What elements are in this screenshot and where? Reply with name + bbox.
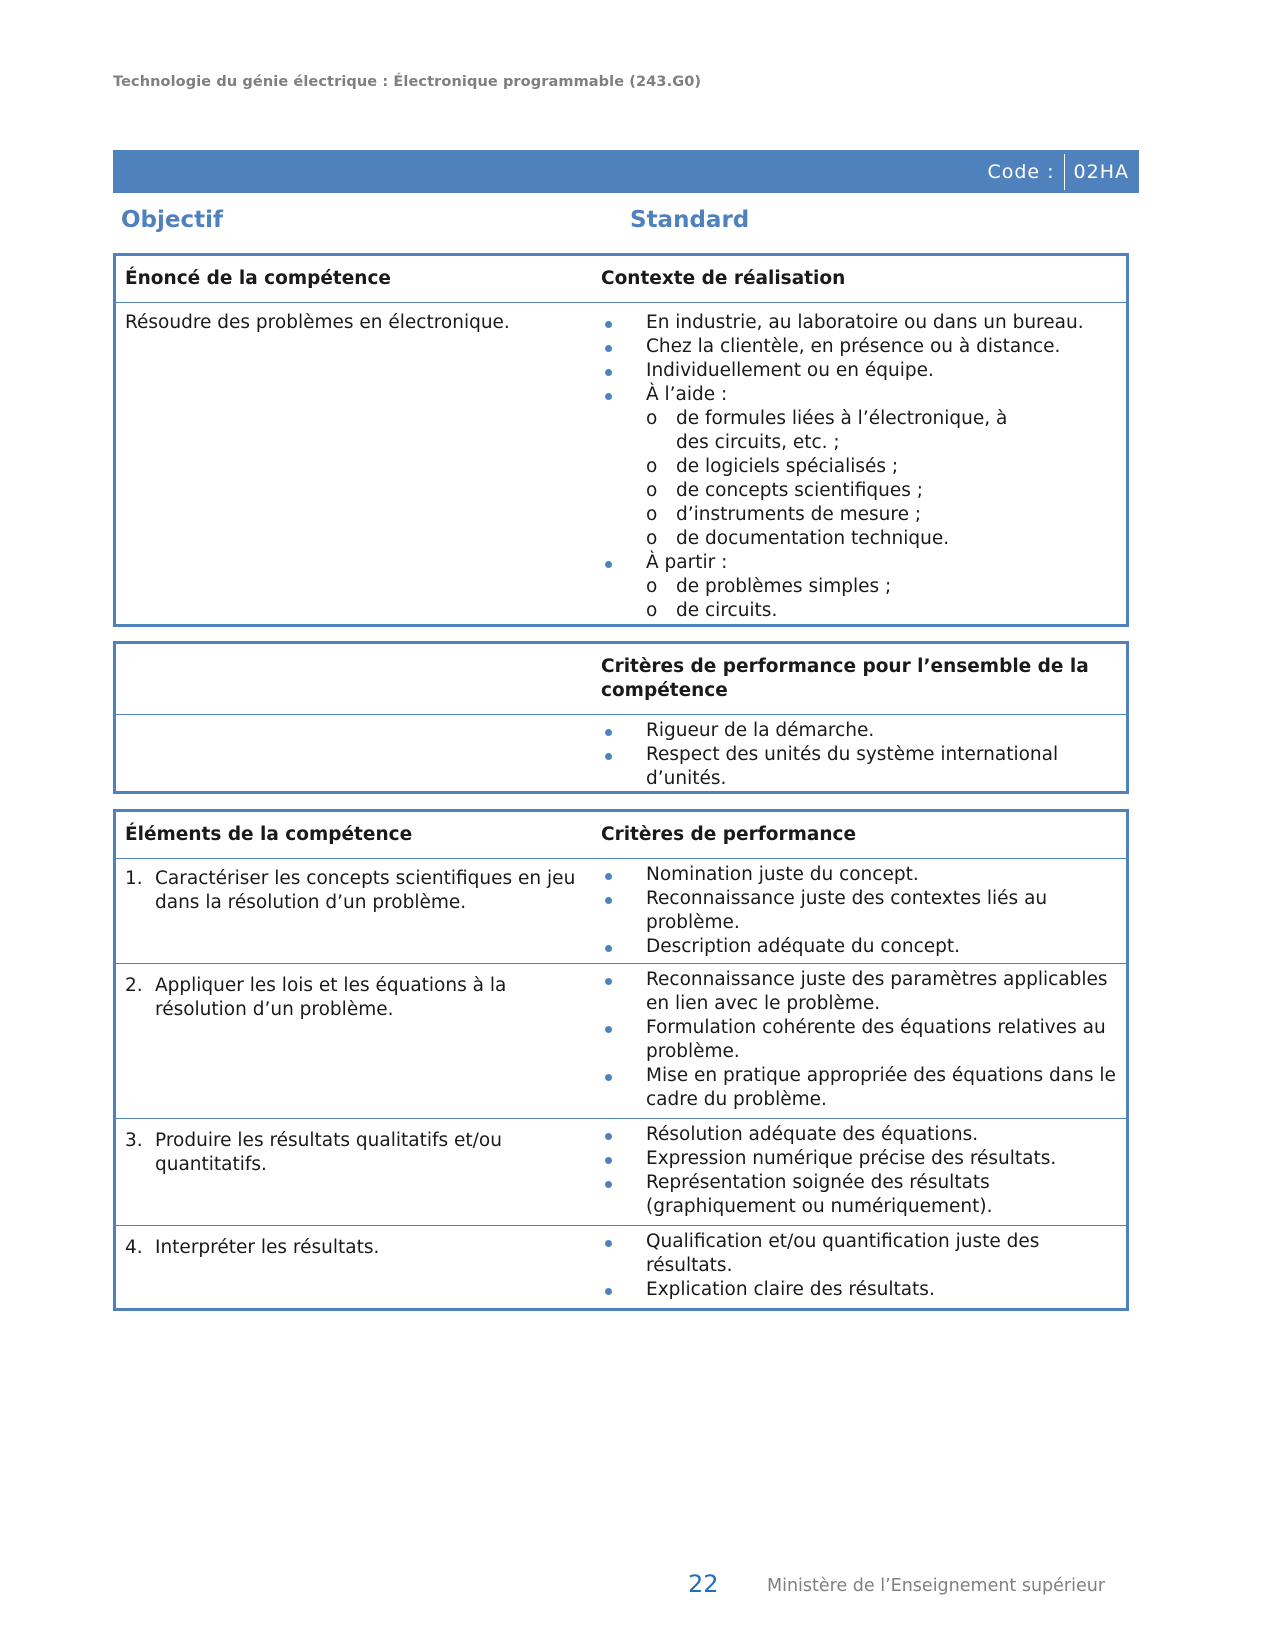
heading-standard: Standard [630,207,750,233]
bullet-icon [605,393,612,400]
bullet-icon [605,561,612,568]
bullet-icon [605,1181,612,1188]
contexte-item: Individuellement ou en équipe. [601,359,1118,383]
critere-item: Rigueur de la démarche. [601,719,1118,743]
contexte-sublist-aide [646,407,1026,551]
table-elements-criteres [113,809,1129,1311]
critere-item: Description adéquate du concept. [601,935,1118,959]
contexte-item: En industrie, au laboratoire ou dans un bureau. [601,311,1118,335]
element-cell [116,968,601,1118]
critere-item: Mise en pratique appropriée des équations dans le cadre du problème. [601,1064,1118,1112]
critere-item: Formulation cohérente des équations relatives au problème. [601,1016,1118,1064]
criteres-ensemble-cell [601,719,1126,791]
sub-item: o de logiciels spécialisés ; [646,456,899,477]
enonce-text: Résoudre des problèmes en électronique. [125,312,510,333]
element-cell [116,1230,601,1302]
contexte-list [601,311,1118,407]
table2-header-row [116,644,1126,714]
sub-item: o de formules liées à l’électronique, à des circuits, etc. ; [646,408,1008,453]
table1-header-row [116,256,1126,302]
code-banner [113,150,1139,193]
critere-item: Nomination juste du concept. [601,863,1118,887]
element-item: 4. Interpréter les résultats. [125,1237,380,1258]
table3-header-row [116,812,1126,858]
elements-header: Éléments de la compétence [125,824,413,845]
circle-bullet-icon: o [646,576,658,597]
table-criteres-ensemble [113,641,1129,794]
criteres-cell [601,1230,1126,1302]
table2-empty-cell [116,719,601,791]
bullet-icon [605,1240,612,1247]
criteres-list [601,1230,1118,1302]
critere-item: Résolution adéquate des équations. [601,1123,1118,1147]
criteres-cell [601,863,1126,963]
bullet-icon [605,945,612,952]
contexte-item: À partir : [601,551,1118,575]
element-row-2 [116,963,1126,1118]
criteres-ensemble-list [601,719,1118,791]
critere-item: Respect des unités du système international d’unités. [601,743,1118,791]
contexte-list-cell [601,311,1126,623]
circle-bullet-icon: o [646,408,658,429]
contexte-item: Chez la clientèle, en présence ou à distance. [601,335,1118,359]
code-box [987,156,1139,188]
sub-item: o de concepts scientifiques ; [646,480,923,501]
contexte-sublist-partir [646,575,1118,623]
page-number: 22 [688,1570,719,1598]
bullet-icon [605,369,612,376]
circle-bullet-icon: o [646,504,658,525]
critere-item: Explication claire des résultats. [601,1278,1118,1302]
sub-item: o d’instruments de mesure ; [646,504,922,525]
bullet-icon [605,729,612,736]
contexte-list-2 [601,551,1118,575]
table2-body-row [116,714,1126,791]
element-item: 2. Appliquer les lois et les équations à la résolution d’un problème. [125,975,507,1020]
critere-item: Expression numérique précise des résultats. [601,1147,1118,1171]
bullet-icon [605,753,612,760]
element-cell [116,863,601,963]
criteres-header: Critères de performance [601,824,857,845]
code-value: 02HA [1073,161,1129,183]
criteres-cell [601,1123,1126,1225]
bullet-icon [605,345,612,352]
bullet-icon [605,1074,612,1081]
element-item: 3. Produire les résultats qualitatifs et/ou quantitatifs. [125,1130,502,1175]
bullet-icon [605,897,612,904]
bullet-icon [605,978,612,985]
element-cell [116,1123,601,1225]
critere-item: Représentation soignée des résultats (graphiquement ou numériquement). [601,1171,1118,1219]
bullet-icon [605,321,612,328]
critere-item: Reconnaissance juste des contextes liés au problème. [601,887,1118,935]
criteres-list [601,968,1118,1112]
sub-item: o de circuits. [646,600,778,621]
table-enonce-contexte [113,253,1129,627]
circle-bullet-icon: o [646,480,658,501]
circle-bullet-icon: o [646,528,658,549]
code-label: Code : [987,161,1055,183]
contexte-item: À l’aide : [601,383,1118,407]
criteres-cell [601,968,1126,1118]
critere-item: Reconnaissance juste des paramètres applicables en lien avec le problème. [601,968,1118,1016]
criteres-list [601,863,1118,959]
enonce-header: Énoncé de la compétence [125,268,391,289]
bullet-icon [605,1133,612,1140]
contexte-header: Contexte de réalisation [601,268,846,289]
sub-item: o de documentation technique. [646,528,950,549]
bullet-icon [605,1026,612,1033]
element-row-1 [116,858,1126,963]
element-row-4 [116,1225,1126,1302]
criteres-list [601,1123,1118,1219]
element-row-3 [116,1118,1126,1225]
table1-body-row [116,302,1126,623]
running-head: Technologie du génie électrique : Électronique programmable (243.G0) [113,74,702,90]
criteres-ensemble-header: Critères de performance pour l’ensemble de la compétence [601,656,1089,701]
bullet-icon [605,1288,612,1295]
bullet-icon [605,1157,612,1164]
element-item: 1. Caractériser les concepts scientifiques en jeu dans la résolution d’un problème. [125,868,576,913]
circle-bullet-icon: o [646,600,658,621]
circle-bullet-icon: o [646,456,658,477]
critere-item: Qualification et/ou quantification juste des résultats. [601,1230,1118,1278]
heading-objectif: Objectif [121,207,224,233]
sub-item: o de problèmes simples ; [646,576,892,597]
footer-ministry: Ministère de l’Enseignement supérieur [767,1576,1106,1596]
bullet-icon [605,873,612,880]
